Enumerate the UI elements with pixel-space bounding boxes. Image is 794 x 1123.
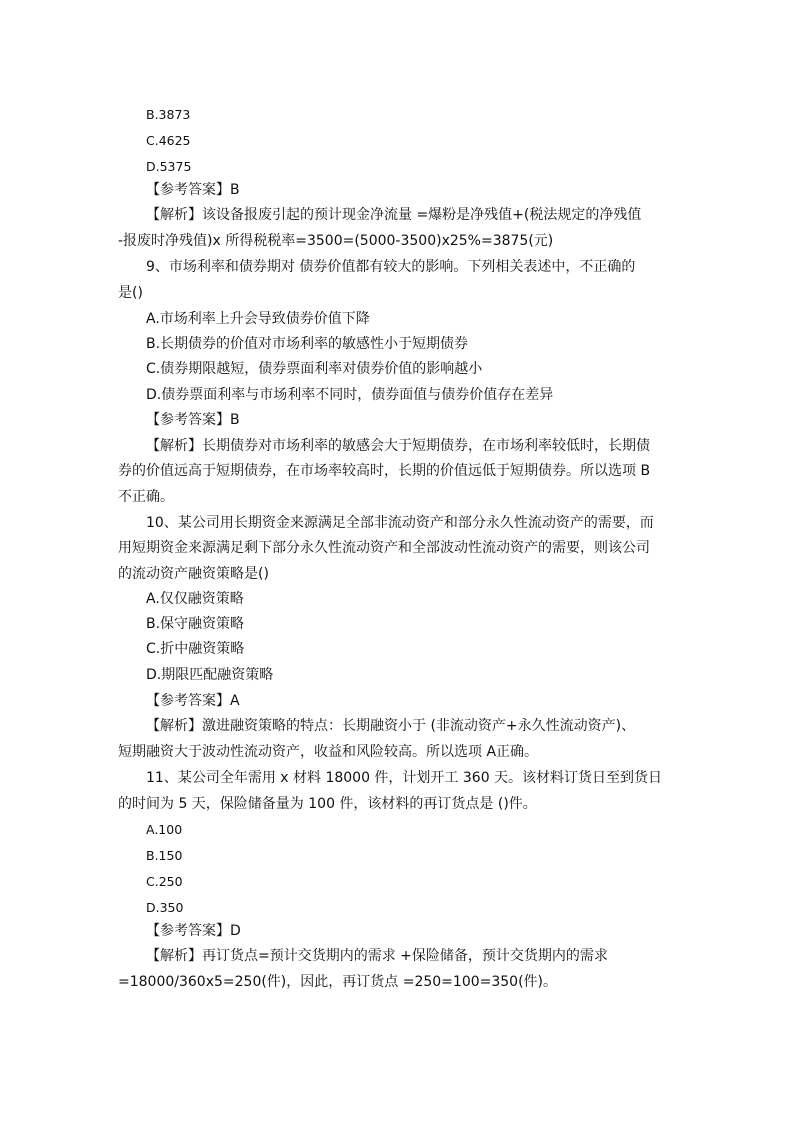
q10-option-a: A.仅仅融资策略 bbox=[146, 591, 244, 607]
q8-analysis-line-2: -报废时净残值)x 所得税税率=3500=(5000-3500)x25%=3875(元) bbox=[118, 233, 554, 249]
q9-analysis-line-3: 不正确。 bbox=[118, 489, 174, 505]
q9-stem-line-1: 9、市场利率和债券期对 债券价值都有较大的影响。下列相关表述中，不正确的 bbox=[146, 259, 636, 275]
q10-option-c: C.折中融资策略 bbox=[146, 641, 245, 657]
q11-option-b: B.150 bbox=[146, 848, 183, 863]
q11-option-d: D.350 bbox=[146, 900, 184, 915]
q11-analysis-line-1: 【解析】再订货点=预计交货期内的需求 +保险储备，预计交货期内的需求 bbox=[146, 948, 608, 964]
q8-option-d: D.5375 bbox=[146, 159, 192, 174]
q10-option-d: D.期限匹配融资策略 bbox=[146, 667, 274, 683]
q9-answer: 【参考答案】B bbox=[146, 412, 240, 428]
q9-analysis-line-1: 【解析】长期债券对市场利率的敏感会大于短期债券，在市场利率较低时，长期债 bbox=[146, 438, 650, 454]
q10-analysis-line-2: 短期融资大于波动性流动资产，收益和风险较高。所以选项 A正确。 bbox=[118, 744, 539, 760]
q9-analysis-line-2: 券的价值远高于短期债券，在市场率较高时，长期的价值远低于短期债券。所以选项 B bbox=[118, 463, 651, 479]
q11-stem-line-1: 11、某公司全年需用 x 材料 18000 件，计划开工 360 天。该材料订货日至到货日 bbox=[146, 770, 663, 786]
q11-analysis-line-2: =18000/360x5=250(件)，因此，再订货点 =250=100=350(件)。 bbox=[118, 974, 558, 990]
q11-option-c: C.250 bbox=[146, 874, 183, 889]
q10-stem-line-3: 的流动资产融资策略是() bbox=[118, 566, 269, 582]
q8-option-b: B.3873 bbox=[146, 107, 191, 122]
q9-option-b: B.长期债券的价值对市场利率的敏感性小于短期债券 bbox=[146, 336, 469, 352]
q9-stem-line-2: 是() bbox=[118, 285, 143, 301]
q9-option-d: D.债券票面利率与市场利率不同时，债券面值与债券价值存在差异 bbox=[146, 387, 554, 403]
q10-stem-line-1: 10、某公司用长期资金来源满足全部非流动资产和部分永久性流动资产的需要，而 bbox=[146, 515, 654, 531]
q10-option-b: B.保守融资策略 bbox=[146, 616, 245, 632]
q10-analysis-line-1: 【解析】激进融资策略的特点：长期融资小于 (非流动资产+永久性流动资产)、 bbox=[146, 718, 636, 734]
q9-option-c: C.债券期限越短，债券票面利率对债券价值的影响越小 bbox=[146, 361, 483, 377]
q10-stem-line-2: 用短期资金来源满足剩下部分永久性流动资产和全部波动性流动资产的需要，则该公司 bbox=[118, 540, 650, 556]
q8-option-c: C.4625 bbox=[146, 133, 191, 148]
q9-option-a: A.市场利率上升会导致债券价值下降 bbox=[146, 311, 370, 327]
q8-answer: 【参考答案】B bbox=[146, 182, 240, 198]
q8-analysis-line-1: 【解析】该设备报废引起的预计现金净流量 =爆粉是净残值+(税法规定的净残值 bbox=[146, 207, 642, 223]
q11-answer: 【参考答案】D bbox=[146, 923, 241, 939]
q11-option-a: A.100 bbox=[146, 822, 183, 837]
q10-answer: 【参考答案】A bbox=[146, 693, 240, 709]
q11-stem-line-2: 的时间为 5 天，保险储备量为 100 件，该材料的再订货点是 ()件。 bbox=[118, 796, 537, 812]
